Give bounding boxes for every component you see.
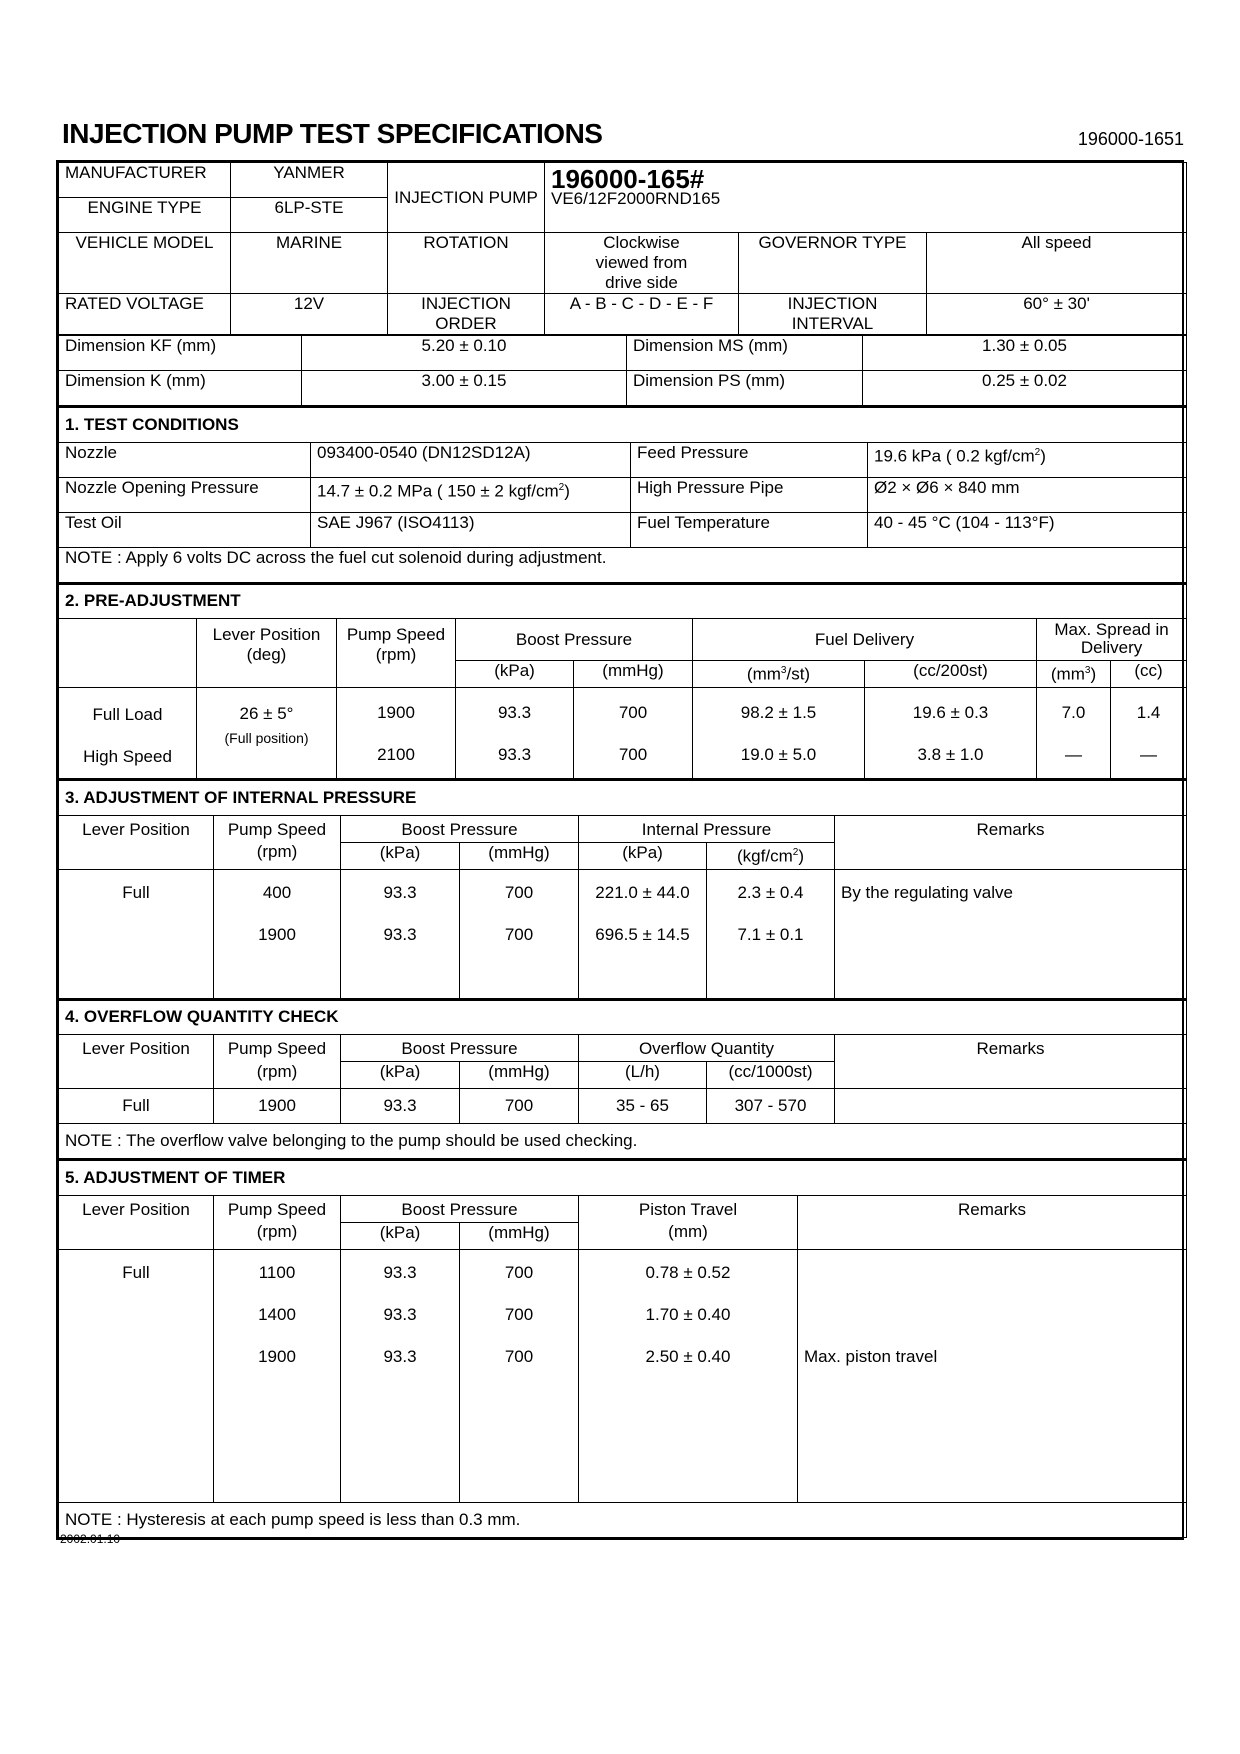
injection-pump-label: INJECTION PUMP bbox=[388, 163, 545, 233]
pre-spread-header: Max. Spread in Delivery bbox=[1037, 619, 1187, 661]
page-title: INJECTION PUMP TEST SPECIFICATIONS bbox=[62, 118, 603, 149]
pre-fd-cc-values bbox=[865, 688, 1037, 779]
rated-voltage-label: RATED VOLTAGE bbox=[59, 294, 231, 335]
tm-lever-header: Lever Position bbox=[59, 1195, 214, 1222]
pre-spread-mm3-values bbox=[1037, 688, 1111, 779]
fuel-temp-label: Fuel Temperature bbox=[631, 512, 868, 547]
ip-remarks-header: Remarks bbox=[835, 815, 1187, 869]
tm-unit-rpm: (rpm) bbox=[214, 1222, 341, 1249]
tm-boost-header: Boost Pressure bbox=[341, 1195, 579, 1222]
pre-fd-mm3-value: 19.0 ± 5.0 bbox=[740, 745, 817, 764]
nozzle-opening-value: 14.7 ± 0.2 MPa ( 150 ± 2 kgf/cm bbox=[317, 481, 559, 501]
pre-row-names bbox=[59, 688, 197, 779]
rotation-label: ROTATION bbox=[388, 233, 545, 294]
injection-order-label: INJECTION ORDER bbox=[388, 294, 545, 335]
tm-travel-value: 2.50 ± 0.40 bbox=[645, 1346, 731, 1366]
tm-kpa-value: 93.3 bbox=[383, 1346, 417, 1366]
ip-remarks-cell bbox=[835, 869, 1187, 998]
pre-spread-mm3-value: 7.0 bbox=[1061, 703, 1086, 722]
governor-type-label: GOVERNOR TYPE bbox=[739, 233, 927, 294]
dim-k-label: Dimension K (mm) bbox=[59, 371, 302, 406]
fuel-temp-value: 40 - 45 °C (104 - 113°F) bbox=[868, 512, 1187, 547]
governor-type-value: All speed bbox=[927, 233, 1187, 294]
tm-remarks-values bbox=[798, 1249, 1187, 1502]
of-cc-value: 307 - 570 bbox=[707, 1089, 835, 1124]
ip-mmhg-value: 700 bbox=[504, 924, 534, 944]
test-oil-label: Test Oil bbox=[59, 512, 311, 547]
pre-lever-note: (Full position) bbox=[224, 730, 309, 746]
tm-piston-header: Piston Travel bbox=[579, 1195, 798, 1222]
pre-adjustment-table bbox=[58, 583, 1187, 780]
overflow-note: NOTE : The overflow valve belonging to the pump should be used checking. bbox=[59, 1124, 1187, 1159]
tm-mmhg-value: 700 bbox=[504, 1346, 534, 1366]
pre-row-name: Full Load bbox=[92, 705, 163, 724]
tm-mmhg-values bbox=[460, 1249, 579, 1502]
rated-voltage-value: 12V bbox=[231, 294, 388, 335]
internal-pressure-title: 3. ADJUSTMENT OF INTERNAL PRESSURE bbox=[59, 780, 1187, 815]
tm-remark bbox=[804, 1294, 1180, 1336]
ip-pump-header: Pump Speed bbox=[214, 815, 341, 842]
ip-unit-kgf: $(kgf/cm^2)$ bbox=[707, 842, 835, 869]
ip-internal-kpa-values bbox=[579, 869, 707, 998]
tm-unit-kpa: (kPa) bbox=[341, 1222, 460, 1249]
timer-title: 5. ADJUSTMENT OF TIMER bbox=[59, 1160, 1187, 1195]
pre-fd-cc-value: 3.8 ± 1.0 bbox=[917, 745, 984, 764]
tm-pump-value: 1400 bbox=[258, 1304, 296, 1324]
ip-internal-kgf-value: 7.1 ± 0.1 bbox=[737, 924, 804, 944]
pre-boost-header: Boost Pressure bbox=[456, 619, 693, 661]
pre-pump-value: 1900 bbox=[377, 703, 415, 722]
ip-boost-header: Boost Pressure bbox=[341, 815, 579, 842]
ip-internal-kgf-value: 2.3 ± 0.4 bbox=[737, 882, 804, 902]
of-unit-lh: (L/h) bbox=[579, 1062, 707, 1089]
of-overflow-header: Overflow Quantity bbox=[579, 1035, 835, 1062]
dim-ms-label: Dimension MS (mm) bbox=[627, 336, 863, 371]
injection-interval-value: 60° ± 30' bbox=[927, 294, 1187, 335]
high-pressure-pipe-label: High Pressure Pipe bbox=[631, 477, 868, 512]
dim-k-value: 3.00 ± 0.15 bbox=[302, 371, 627, 406]
of-unit-cc1000: (cc/1000st) bbox=[707, 1062, 835, 1089]
test-conditions-note: NOTE : Apply 6 volts DC across the fuel cut solenoid during adjustment. bbox=[59, 547, 1187, 582]
pre-kpa-value: 93.3 bbox=[497, 703, 532, 722]
pre-kpa-value: 93.3 bbox=[497, 745, 532, 764]
pre-mmhg-values bbox=[574, 688, 693, 779]
pump-id-cell bbox=[545, 163, 1187, 233]
ip-lever-cell bbox=[59, 869, 214, 998]
tm-unit-mm: (mm) bbox=[579, 1222, 798, 1249]
of-unit-mmhg: (mmHg) bbox=[460, 1062, 579, 1089]
pre-lever-cell bbox=[197, 688, 337, 779]
ip-kpa-value: 93.3 bbox=[383, 882, 417, 902]
of-kpa-value: 93.3 bbox=[341, 1089, 460, 1124]
feed-pressure-label: Feed Pressure bbox=[631, 442, 868, 477]
test-oil-value: SAE J967 (ISO4113) bbox=[311, 512, 631, 547]
tm-kpa-value: 93.3 bbox=[383, 1262, 417, 1282]
of-lever-value: Full bbox=[59, 1089, 214, 1124]
tm-remarks-header: Remarks bbox=[798, 1195, 1187, 1249]
dim-ps-value: 0.25 ± 0.02 bbox=[863, 371, 1187, 406]
dim-ps-label: Dimension PS (mm) bbox=[627, 371, 863, 406]
pre-lever-header: Lever Position (deg) bbox=[197, 619, 337, 688]
pump-model: VE6/12F2000RND165 bbox=[551, 189, 721, 208]
timer-table bbox=[58, 1159, 1187, 1538]
pre-spread-mm3-value: — bbox=[1065, 745, 1082, 764]
nozzle-value: 093400-0540 (DN12SD12A) bbox=[311, 442, 631, 477]
pre-unit-mm3: $(mm^3)$ bbox=[1037, 661, 1111, 688]
tm-travel-values bbox=[579, 1249, 798, 1502]
of-mmhg-value: 700 bbox=[460, 1089, 579, 1124]
pre-fd-cc-value: 19.6 ± 0.3 bbox=[912, 703, 989, 722]
document-number: 196000-1651 bbox=[1077, 129, 1184, 149]
nozzle-opening-cell: 14.7 ± 0.2 MPa ( 150 ± 2 kgf/$cm^2$) bbox=[311, 477, 631, 512]
pre-fd-mm3-values bbox=[693, 688, 865, 779]
revision-date: 2002.01.10 bbox=[60, 1532, 121, 1546]
pre-unit-cc: (cc) bbox=[1111, 661, 1187, 688]
overflow-title: 4. OVERFLOW QUANTITY CHECK bbox=[59, 1000, 1187, 1035]
ip-internal-kpa-value: 696.5 ± 14.5 bbox=[595, 924, 690, 944]
of-unit-kpa: (kPa) bbox=[341, 1062, 460, 1089]
tm-pump-header: Pump Speed bbox=[214, 1195, 341, 1222]
manufacturer-label: MANUFACTURER bbox=[59, 163, 231, 198]
engine-type-label: ENGINE TYPE bbox=[59, 198, 231, 233]
feed-pressure-value: 19.6 kPa ( 0.2 kgf/cm bbox=[874, 446, 1035, 466]
ip-mmhg-value: 700 bbox=[504, 882, 534, 902]
test-conditions-title: 1. TEST CONDITIONS bbox=[59, 407, 1187, 442]
tm-pump-values bbox=[214, 1249, 341, 1502]
of-unit-rpm: (rpm) bbox=[214, 1062, 341, 1089]
dim-kf-value: 5.20 ± 0.10 bbox=[302, 336, 627, 371]
pump-number: 196000-165# bbox=[551, 164, 705, 194]
dimensions-table bbox=[58, 335, 1187, 406]
pre-lever-value: 26 ± 5° bbox=[239, 704, 294, 723]
tm-lever-value: Full bbox=[122, 1262, 150, 1282]
injection-order-value: A - B - C - D - E - F bbox=[545, 294, 739, 335]
injection-interval-label: INJECTION INTERVAL bbox=[739, 294, 927, 335]
engine-type-value: 6LP-STE bbox=[231, 198, 388, 233]
high-pressure-pipe-value: Ø2 × Ø6 × 840 mm bbox=[868, 477, 1187, 512]
tm-travel-value: 1.70 ± 0.40 bbox=[645, 1304, 731, 1324]
pre-pump-value: 2100 bbox=[377, 745, 415, 764]
nozzle-opening-label: Nozzle Opening Pressure bbox=[59, 477, 311, 512]
ip-unit-kpa: (kPa) bbox=[341, 842, 460, 869]
vehicle-model-label: VEHICLE MODEL bbox=[59, 233, 231, 294]
tm-mmhg-value: 700 bbox=[504, 1304, 534, 1324]
overflow-table bbox=[58, 999, 1187, 1160]
ip-lever-header: Lever Position bbox=[59, 815, 214, 842]
ip-unit-mmhg: (mmHg) bbox=[460, 842, 579, 869]
of-lh-value: 35 - 65 bbox=[579, 1089, 707, 1124]
ip-internal-header: Internal Pressure bbox=[579, 815, 835, 842]
pre-spread-cc-value: 1.4 bbox=[1136, 703, 1161, 722]
pre-mmhg-value: 700 bbox=[618, 745, 648, 764]
ip-unit-kpa2: (kPa) bbox=[579, 842, 707, 869]
pre-row-name: High Speed bbox=[83, 747, 172, 766]
of-remarks-header: Remarks bbox=[835, 1035, 1187, 1089]
tm-pump-value: 1900 bbox=[258, 1346, 296, 1366]
dim-kf-label: Dimension KF (mm) bbox=[59, 336, 302, 371]
of-pump-value: 1900 bbox=[214, 1089, 341, 1124]
tm-unit-mmhg: (mmHg) bbox=[460, 1222, 579, 1249]
pre-pump-header: Pump Speed (rpm) bbox=[337, 619, 456, 688]
of-lever-header: Lever Position bbox=[59, 1035, 214, 1062]
vehicle-model-value: MARINE bbox=[231, 233, 388, 294]
ip-kpa-values bbox=[341, 869, 460, 998]
pre-spread-cc-values bbox=[1111, 688, 1187, 779]
rotation-value: Clockwise viewed from drive side bbox=[545, 233, 739, 294]
pre-mmhg-value: 700 bbox=[618, 703, 648, 722]
timer-note: NOTE : Hysteresis at each pump speed is less than 0.3 mm. bbox=[59, 1502, 1187, 1537]
ip-pump-value: 1900 bbox=[258, 924, 296, 944]
test-conditions-table bbox=[58, 406, 1187, 583]
pre-spread-cc-value: — bbox=[1140, 745, 1158, 764]
ip-mmhg-values bbox=[460, 869, 579, 998]
manufacturer-value: YANMER bbox=[231, 163, 388, 198]
pre-pump-values bbox=[337, 688, 456, 779]
ip-internal-kgf-values bbox=[707, 869, 835, 998]
feed-pressure-cell: 19.6 kPa ( 0.2 kgf/$cm^2$) bbox=[868, 442, 1187, 477]
tm-mmhg-value: 700 bbox=[504, 1262, 534, 1282]
dim-ms-value: 1.30 ± 0.05 bbox=[863, 336, 1187, 371]
ip-internal-kpa-value: 221.0 ± 44.0 bbox=[595, 882, 690, 902]
spec-sheet bbox=[56, 160, 1184, 1540]
ip-unit-rpm: (rpm) bbox=[214, 842, 341, 869]
tm-remark: Max. piston travel bbox=[804, 1346, 938, 1366]
ip-remark: By the regulating valve bbox=[841, 882, 1013, 902]
pre-kpa-values bbox=[456, 688, 574, 779]
tm-travel-value: 0.78 ± 0.52 bbox=[645, 1262, 731, 1282]
nozzle-label: Nozzle bbox=[59, 442, 311, 477]
pre-unit-mm3st: $(mm^3/st)$ bbox=[693, 661, 865, 688]
tm-kpa-value: 93.3 bbox=[383, 1304, 417, 1324]
of-boost-header: Boost Pressure bbox=[341, 1035, 579, 1062]
pre-fuel-header: Fuel Delivery bbox=[693, 619, 1037, 661]
ip-pump-value: 400 bbox=[262, 882, 292, 902]
internal-pressure-table bbox=[58, 779, 1187, 999]
tm-lever-cell bbox=[59, 1249, 214, 1502]
pre-unit-cc200: (cc/200st) bbox=[865, 661, 1037, 688]
general-table bbox=[58, 162, 1187, 335]
pre-fd-mm3-value: 98.2 ± 1.5 bbox=[740, 703, 817, 722]
pre-unit-kpa: (kPa) bbox=[456, 661, 574, 688]
tm-pump-value: 1100 bbox=[258, 1262, 296, 1282]
ip-kpa-value: 93.3 bbox=[383, 924, 417, 944]
tm-remark bbox=[804, 1252, 1180, 1294]
tm-kpa-values bbox=[341, 1249, 460, 1502]
pre-unit-mmhg: (mmHg) bbox=[574, 661, 693, 688]
ip-pump-values bbox=[214, 869, 341, 998]
ip-lever-value: Full bbox=[122, 882, 150, 902]
of-pump-header: Pump Speed bbox=[214, 1035, 341, 1062]
pre-adjustment-title: 2. PRE-ADJUSTMENT bbox=[59, 584, 1187, 619]
